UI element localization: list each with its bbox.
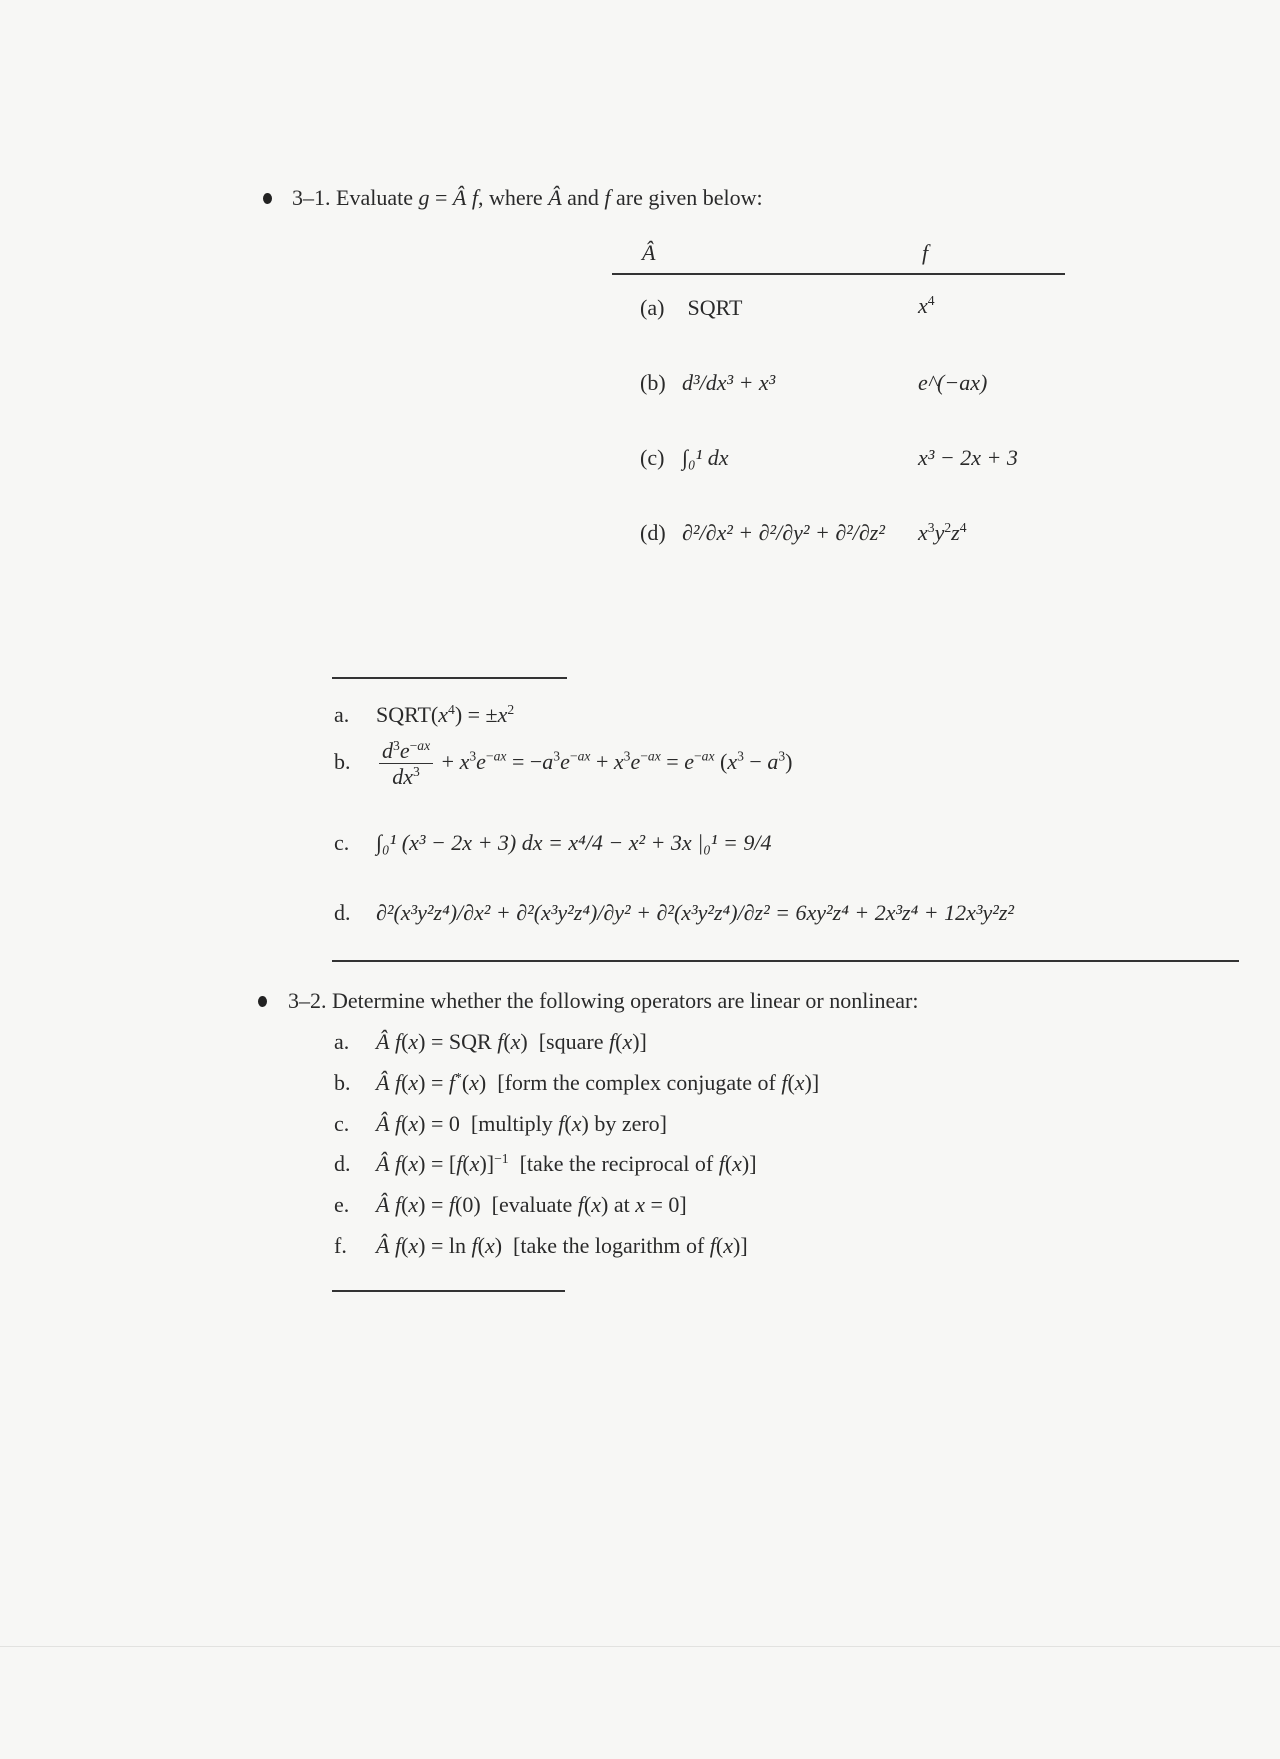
table-header-operator: Â bbox=[642, 240, 656, 265]
problem-3-1-prompt: 3–1. Evaluate g = Â f, where Â and f are given below: bbox=[292, 185, 763, 210]
table-cell-function: e^(−ax) bbox=[918, 370, 988, 395]
problem-number: 3–2. bbox=[288, 988, 327, 1013]
bullet-icon bbox=[263, 193, 272, 204]
table-cell-function: $x^4$ bbox=[918, 292, 935, 318]
list-item: f. Â f(x) = ln f(x) [take the logarithm of f(x)] bbox=[334, 1233, 748, 1258]
answer-rule bbox=[332, 1290, 565, 1292]
table-cell-operator: ∫₀¹ dx bbox=[682, 445, 729, 470]
table-row: (a) SQRT bbox=[640, 295, 743, 320]
answer-d-text: ∂²(x³y²z⁴)/∂x² + ∂²(x³y²z⁴)/∂y² + ∂²(x³y²z⁴)/∂z² = 6xy²z⁴ + 2x³z⁴ + 12x³y²z² bbox=[376, 900, 1014, 925]
answer-b: b. $\frac{d^3e^{-ax}}{dx^3}$ + $x^3e^{-ax} = -a^3e^{-ax} + x^3e^{-ax} = e^{-ax}$ $(x^3 - a^3)$ bbox=[334, 737, 793, 790]
table-row: (d) ∂²/∂x² + ∂²/∂y² + ∂²/∂z² bbox=[640, 520, 885, 545]
table-header-function: f bbox=[922, 240, 929, 265]
table-cell-function: $x^3y^2z^4$ bbox=[918, 519, 967, 545]
list-item: d. Â $f(x) = [f(x)]^{-1}$ [take the reciprocal of f(x)] bbox=[334, 1150, 757, 1176]
table-row: (c) ∫₀¹ dx bbox=[640, 445, 729, 470]
table-row: (b) d³/dx³ + x³ bbox=[640, 370, 776, 395]
list-item: a. Â f(x) = SQR f(x) [square f(x)] bbox=[334, 1029, 647, 1054]
answer-c-text: ∫₀¹ (x³ − 2x + 3) dx = x⁴/4 − x² + 3x |₀¹ = 9/4 bbox=[376, 830, 772, 855]
problem-3-2-prompt: 3–2. Determine whether the following operators are linear or nonlinear: bbox=[288, 988, 919, 1013]
section-rule bbox=[332, 960, 1239, 962]
answer-a: a. $SQRT(x^4) = \pm x^2$ bbox=[334, 701, 515, 727]
table-cell-operator: ∂²/∂x² + ∂²/∂y² + ∂²/∂z² bbox=[682, 520, 885, 545]
list-item: e. Â f(x) = f(0) [evaluate f(x) at x = 0] bbox=[334, 1192, 687, 1217]
bullet-icon bbox=[258, 996, 267, 1007]
list-item: b. Â f(x) = f*(x) [form the complex conjugate of f(x)] bbox=[334, 1069, 820, 1095]
table-cell-operator: d³/dx³ + x³ bbox=[682, 370, 776, 395]
answer-d: d. ∂²(x³y²z⁴)/∂x² + ∂²(x³y²z⁴)/∂y² + ∂²(x³y²z⁴)/∂z² = 6xy²z⁴ + 2x³z⁴ + 12x³y²z² bbox=[334, 900, 1014, 925]
scan-edge bbox=[0, 1646, 1280, 1647]
list-item: c. Â f(x) = 0 [multiply f(x) by zero] bbox=[334, 1111, 668, 1136]
answer-c: c. ∫₀¹ (x³ − 2x + 3) dx = x⁴/4 − x² + 3x |₀¹ = 9/4 bbox=[334, 830, 772, 855]
answer-rule bbox=[332, 677, 567, 679]
table-cell-function: x³ − 2x + 3 bbox=[918, 445, 1018, 470]
table-rule bbox=[612, 273, 1065, 275]
problem-number: 3–1. bbox=[292, 185, 331, 210]
